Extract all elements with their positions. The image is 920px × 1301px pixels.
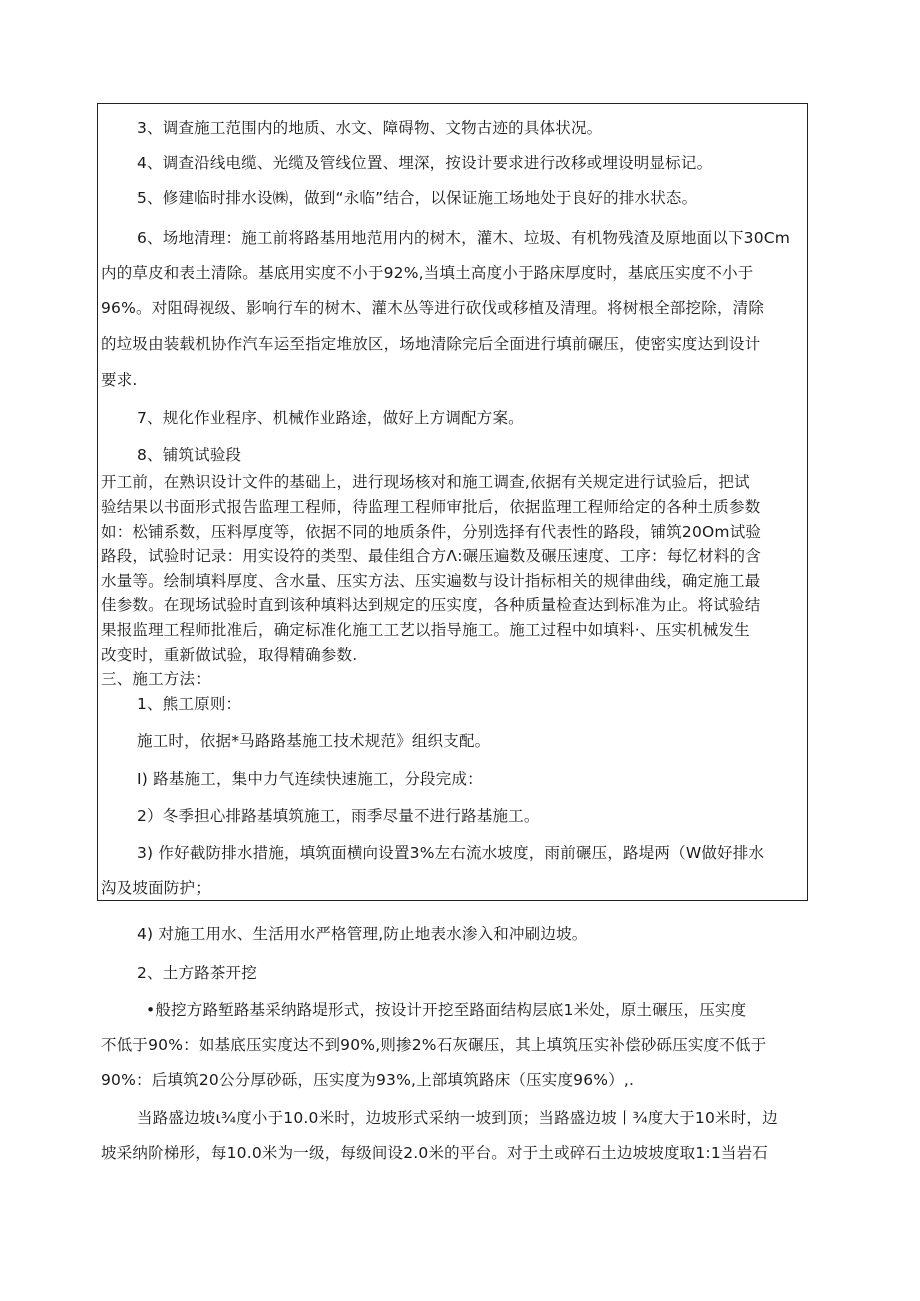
paragraph-item-6-line2: 内的草皮和表土清除。基底用实度不小于92%,当填土高度小于路床厚度时，基底压实度不小于 (101, 264, 754, 282)
paragraph-trial-line6: 佳参数。在现场试验时直到该种填料达到规定的压实度，各种质量检查达到标准为止。将试验结 (101, 596, 761, 614)
paragraph-trial-line3: 如：松铺系数，压料厚度等，依据不同的地质条件，分别选择有代表性的路段，铺筑20Om试验 (101, 523, 762, 541)
paragraph-trial-line7: 果报监理工程师批准后，确定标准化施工工艺以指导施工。施工过程中如填料·、压实机械发生 (101, 621, 750, 639)
paragraph-trial-line1: 开工前，在熟识设计文件的基础上，进行现场核对和施工调查,依据有关规定进行试验后，把试 (101, 473, 750, 491)
paragraph-item-8: 8、铺筑试验段 (137, 446, 242, 464)
paragraph-principles-intro: 施工时，依据*马路路基施工技术规范》组织支配。 (137, 732, 491, 750)
paragraph-excavation-line1: •般挖方路堑路基采纳路堤形式，按设计开挖至路面结构层底1米处，原土碾压，压实度 (146, 1001, 747, 1019)
list-item-2: 2）冬季担心排路基填筑施工，雨季尽量不进行路基施工。 (137, 807, 540, 825)
paragraph-item-3: 3、调查施工范围内的地质、水文、障碍物、文物古迹的具体状况。 (137, 119, 603, 137)
paragraph-trial-line5: 水量等。绘制填料厚度、含水量、压实方法、压实遍数与设计指标相关的规律曲线，确定施工最 (101, 572, 761, 590)
list-item-3-line2: 沟及坡面防护； (101, 879, 211, 897)
paragraph-excavation-line3: 90%：后填筑20公分厚砂砾，压实度为93%,上部填筑路床（压实度96%）,. (101, 1071, 635, 1089)
list-item-1: I) 路基施工，集中力气连续快速施工，分段完成： (137, 770, 483, 788)
paragraph-trial-line4: 路段，试验时记录：用实设符的类型、最佳组合方Λ:碾压遍数及碾压速度、工序：每忆材料的含 (101, 547, 761, 565)
subheading-earthwork-excavation: 2、土方路茶开挖 (137, 964, 257, 982)
paragraph-item-6-line5: 要求. (101, 371, 138, 389)
section-heading-construction-method: 三、施工方法： (101, 670, 211, 688)
paragraph-item-6-line1: 6、场地清理：施工前将路基用地范用内的树木，灌木、垃圾、有机物残渣及原地面以下30Cm (137, 229, 791, 247)
paragraph-slope-line2: 坡采纳阶梯形，每10.0米为一级，每级间设2.0米的平台。对于土或碎石土边坡坡度取1:1当岩石 (101, 1144, 769, 1162)
paragraph-trial-line2: 验结果以书面形式报告监理工程师，待监理工程师审批后，依据监理工程师给定的各种土质参数 (101, 498, 761, 516)
paragraph-item-6-line4: 的垃圾由装载机协作汽车运至指定堆放区，场地清除完后全面进行填前碾压，使密实度达到设计 (101, 335, 761, 353)
list-item-3-line1: 3) 作好截防排水措施，填筑面横向设置3%左右流水坡度，雨前碾压，路堤两（W做好排水 (137, 844, 765, 862)
paragraph-item-6-line3: 96%。对阻碍视级、影响行车的树木、灌木丛等进行砍伐或移植及清理。将树根全部挖除，清除 (101, 299, 765, 317)
paragraph-item-7: 7、规化作业程序、机械作业路途，做好上方调配方案。 (137, 409, 524, 427)
paragraph-slope-line1: 当路盛边坡ι¾度小于10.0米时，边坡形式采纳一坡到顶；当路盛边坡丨¾度大于10米时，边 (137, 1109, 778, 1127)
list-item-4: 4) 对施工用水、生活用水严格管理,防止地表水渗入和冲刷边坡。 (137, 925, 588, 943)
subheading-principles: 1、熊工原则： (137, 695, 242, 713)
paragraph-trial-line8: 改变时，重新做试验，取得精确参数. (101, 646, 358, 664)
paragraph-excavation-line2: 不低于90%：如基底压实度达不到90%,则掺2%石灰碾压，其上填筑压实补偿砂砾压实度不低于 (101, 1036, 767, 1054)
paragraph-item-4: 4、调查沿线电缆、光缆及管线位置、埋深，按设计要求进行改移或埋设明显标记。 (137, 154, 713, 172)
paragraph-item-5: 5、修建临时排水设㈱，做到“永临”结合，以保证施工场地处于良好的排水状态。 (137, 189, 698, 207)
